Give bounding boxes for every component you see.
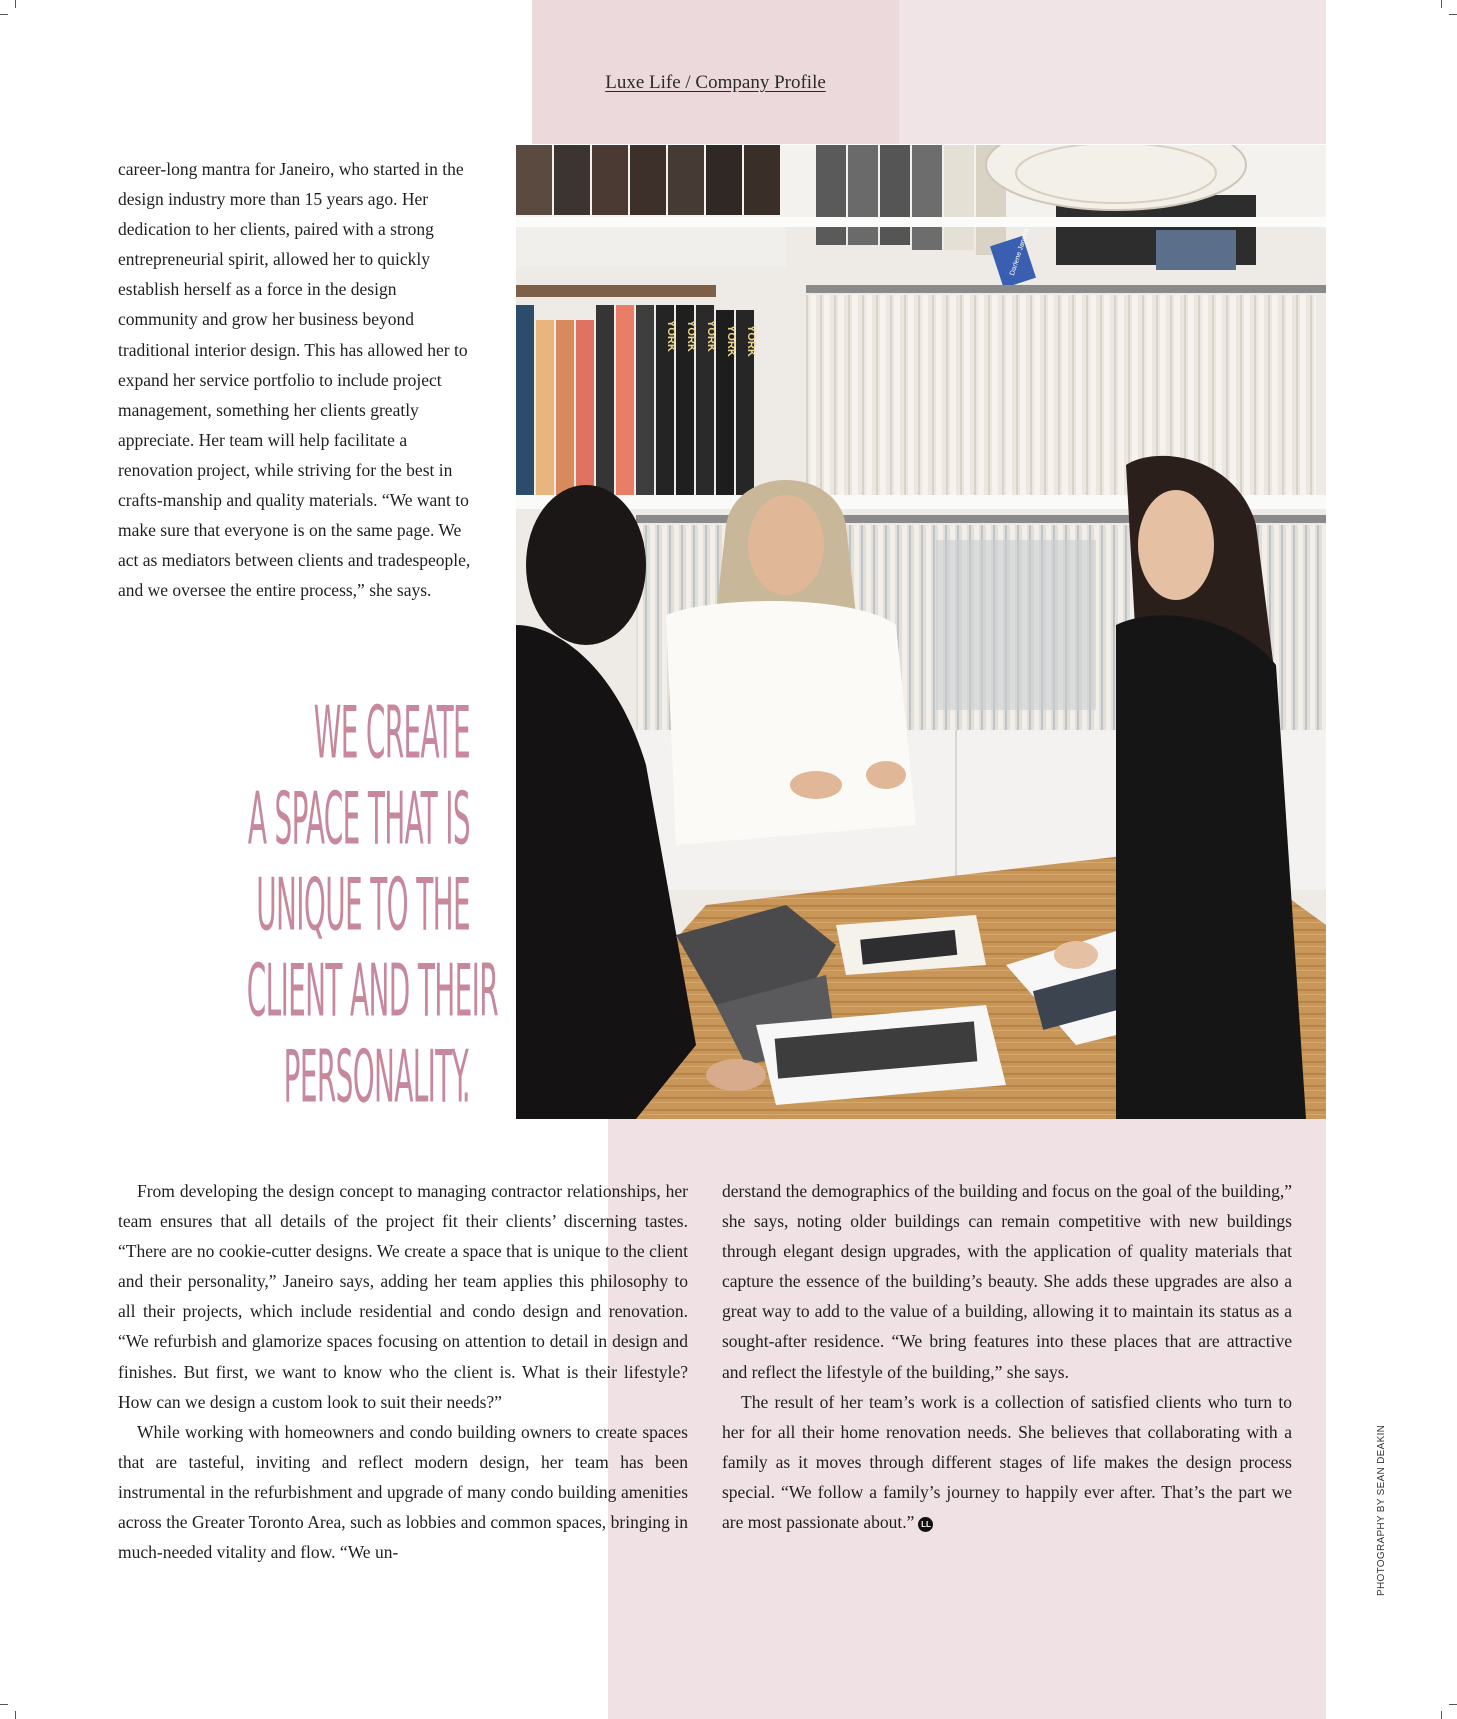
end-mark-icon: LL [918,1517,933,1532]
york-book-label: YORK [685,320,697,352]
york-book-label: YORK [705,320,717,352]
crop-mark [1441,1711,1442,1719]
header-color-block-light [899,0,1326,144]
pull-quote-line: UNIQUE TO THE [256,862,470,948]
sample-books [516,305,757,495]
body-column-right [722,1176,1292,1537]
pull-quote-line: CLIENT AND THEIR [246,948,498,1034]
body-paragraph-text: The result of her team’s work is a collection of satisfied clients who turn to her for all their home renovation needs. She believes that collaborating with a family as it moves through different stages of life makes the design process special. “We follow a family’s journey to happily ever after. That’s the part we are most passionate about.” [722,1391,1292,1533]
body-paragraph: While working with homeowners and condo building owners to create spaces that are tasteful, inviting and reflect modern design, her team has been instrumental in the refurbishment and upgrade of many condo building amenities across the Greater Toronto Area, such as lobbies and common spaces, bringing in much-needed vitality and flow. “We un- [118,1421,688,1563]
crop-mark [1441,0,1442,8]
fabric-samples-upper [806,295,1316,495]
pull-quote-line: WE CREATE [313,690,470,776]
pull-quote-line: PERSONALITY. [283,1034,470,1120]
crop-mark [15,0,16,8]
pull-quote [110,690,498,1120]
crop-mark [15,1711,16,1719]
body-paragraph: From developing the design concept to managing contractor relationships, her team ensures that all details of the project fit their clients’ discerning tastes. “There are no cookie-cutter designs. We create a space that is unique to the client and their personality,” Janeiro says, adding her team applies this philosophy to all their projects, which include residential and condo design and renovation. “We refurbish and glamorize spaces focusing on attention to detail in design and finishes. But first, we want to know who the client is. What is their lifestyle? How can we design a custom look to suit their needs?” [118,1181,688,1412]
pull-quote-line: A SPACE THAT IS [247,776,470,862]
york-book-label: YORK [745,325,757,357]
section-header: Luxe Life / Company Profile [605,72,826,93]
crop-mark [1449,1704,1457,1705]
box-label: Darlene Janeiro [1008,227,1031,277]
intro-paragraph: career-long mantra for Janeiro, who started in the design industry more than 15 years ago. Her dedication to her clients, paired with a strong entrepreneurial spirit, allowed her to quickly establish herself as a force in the design community and grow her business beyond traditional interior design. This has allowed her to expand her service portfolio to include project management, something her clients greatly appreciate. Her team will help facilitate a renovation project, while striving for the best in crafts-manship and quality materials. “We want to make sure that everyone is on the same page. We act as mediators between clients and tradespeople, and we oversee the entire process,” she says. [118,159,471,601]
york-book-label: YORK [725,325,737,357]
crop-mark [0,1704,8,1705]
crop-mark [0,14,8,15]
showroom-photo [516,145,1326,1119]
york-book-label: YORK [665,320,677,352]
body-paragraph: derstand the demographics of the building and focus on the goal of the building,” she says, noting older buildings can remain competitive with new buildings through elegant design upgrades, with the application of quality materials that capture the essence of the building’s beauty. She adds these upgrades are also a great way to add to the value of a building, allowing it to maintain its status as a sought-after residence. “We bring features into these places that are attractive and reflect the lifestyle of the building,” she says. [722,1181,1292,1382]
body-paragraph [722,1387,1292,1537]
body-column-left [118,1176,688,1567]
photo-credit: PHOTOGRAPHY BY SEAN DEAKIN [1376,1424,1387,1596]
crop-mark [1449,14,1457,15]
